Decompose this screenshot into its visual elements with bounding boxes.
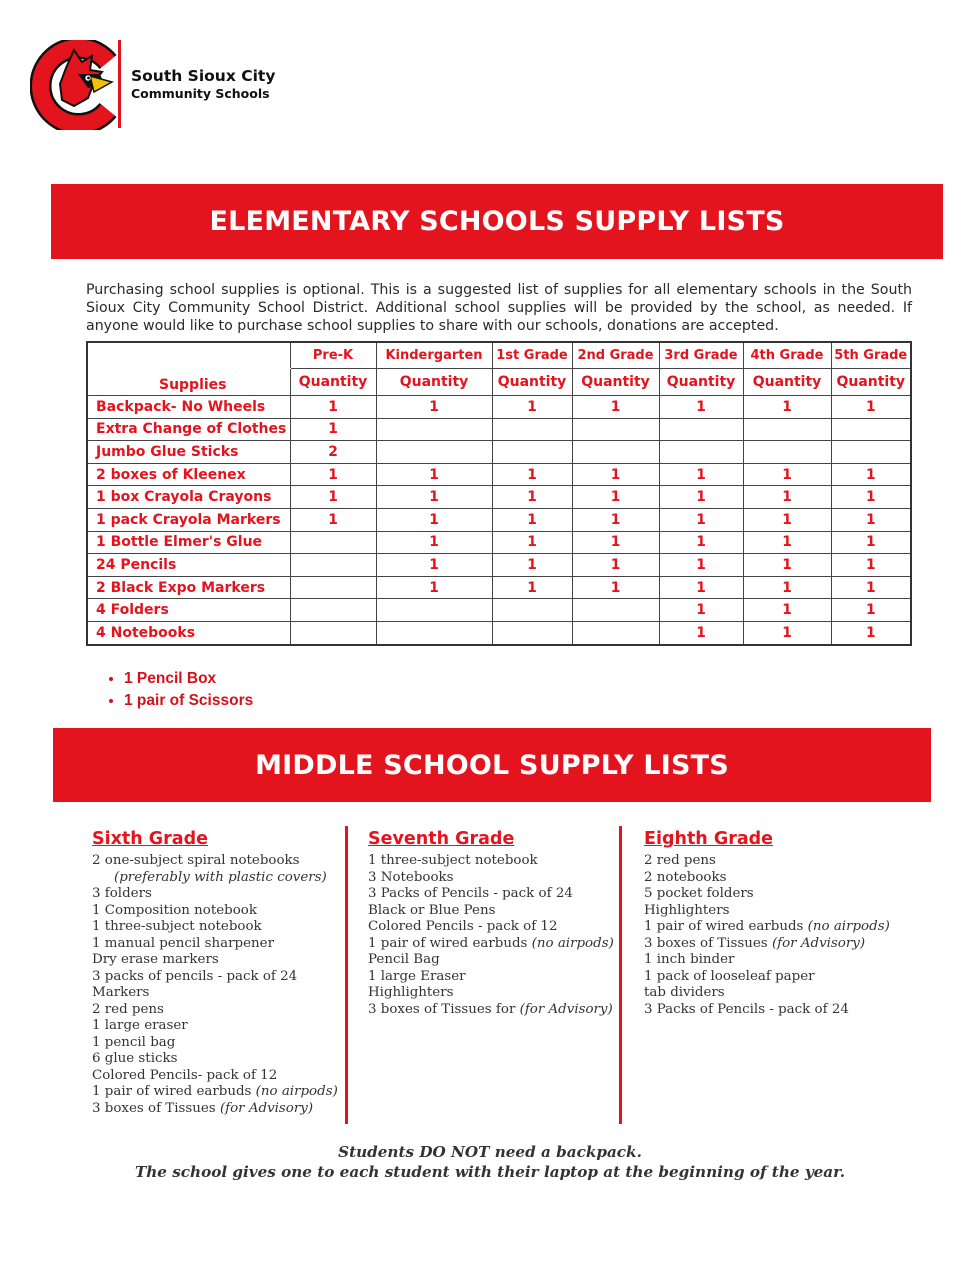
table-row [87,554,911,577]
list-item [644,1002,914,1019]
list-item-text: 1 pair of wired earbuds [92,1084,256,1099]
grade-header: 3rd Grade [659,342,743,369]
table-row [87,418,911,441]
list-item-text: Highlighters [644,902,730,918]
quantity-cell: 1 [743,554,831,577]
quantity-cell: 1 [659,554,743,577]
list-item-text: 6 glue sticks [92,1051,178,1066]
list-item [368,936,618,953]
list-item-note: (no airpods) [255,1084,338,1099]
list-item [368,985,618,1002]
list-item-text: 1 three-subject notebook [92,919,262,934]
quantity-cell: 1 [492,463,572,486]
list-item-text: 1 pair of wired earbuds [644,919,808,934]
quantity-cell: 1 [743,621,831,644]
quantity-header: Quantity [376,369,492,396]
list-item: • 1 pair of Scissors [124,690,253,712]
list-item-note: (for Advisory) [219,1100,314,1116]
quantity-cell: 1 [659,463,743,486]
quantity-cell [659,441,743,464]
quantity-header: Quantity [659,369,743,396]
quantity-cell: 1 [492,576,572,599]
list-item-text: 1 pack of looseleaf paper [644,968,815,984]
quantity-header: Quantity [831,369,911,396]
elementary-supply-table [86,341,912,646]
list-item [368,853,618,870]
quantity-header-row [87,369,911,396]
list-item-text: tab dividers [644,985,725,1000]
quantity-cell: 1 [376,463,492,486]
quantity-cell [492,621,572,644]
supply-item-name: 4 Notebooks [87,621,290,644]
quantity-cell: 1 [831,621,911,644]
list-item [644,870,914,887]
list-item-text: Colored Pencils- pack of 12 [92,1067,278,1083]
quantity-cell: 1 [831,463,911,486]
table-row [87,486,911,509]
quantity-cell [831,441,911,464]
list-item-text: 3 boxes of Tissues [92,1100,220,1116]
quantity-cell [290,576,376,599]
quantity-cell [659,418,743,441]
quantity-cell [572,621,659,644]
quantity-cell [743,418,831,441]
grade-header: 2nd Grade [572,342,659,369]
list-item [92,1051,342,1068]
supply-item-name: 24 Pencils [87,554,290,577]
quantity-cell: 1 [743,599,831,622]
quantity-cell: 1 [290,486,376,509]
middle-banner: MIDDLE SCHOOL SUPPLY LISTS [53,728,931,802]
quantity-cell: 1 [659,531,743,554]
list-item [368,969,618,986]
eighth-grade-column [644,828,914,1018]
quantity-cell: 1 [572,508,659,531]
quantity-cell: 1 [743,508,831,531]
quantity-cell: 1 [492,486,572,509]
list-item [92,1002,342,1019]
list-item [644,985,914,1002]
quantity-cell: 1 [743,486,831,509]
quantity-cell: 1 [572,486,659,509]
quantity-cell [572,418,659,441]
quantity-cell [376,621,492,644]
list-item [92,1084,342,1101]
quantity-cell: 1 [572,576,659,599]
list-item-text: Black or Blue Pens [368,902,496,918]
list-item-text: 3 boxes of Tissues for [368,1001,520,1017]
list-item [92,969,342,986]
quantity-cell: 1 [743,463,831,486]
org-name-line1: South Sioux City [131,67,276,85]
supply-item-name: Extra Change of Clothes [87,418,290,441]
list-item-text: 1 Composition notebook [92,902,257,918]
supply-item-name: 4 Folders [87,599,290,622]
list-item [644,936,914,953]
quantity-cell: 1 [831,599,911,622]
list-item [644,919,914,936]
list-item-text: 3 folders [92,886,152,901]
quantity-cell: 1 [492,554,572,577]
quantity-cell [572,441,659,464]
list-item [368,870,618,887]
sixth-grade-column [92,828,342,1117]
quantity-cell: 1 [492,531,572,554]
grade-header: 5th Grade [831,342,911,369]
table-row [87,508,911,531]
quantity-cell [376,418,492,441]
list-item-text: 1 pair of wired earbuds [368,935,532,951]
supply-item-name: 2 Black Expo Markers [87,576,290,599]
list-item-text: 3 Notebooks [368,869,454,885]
list-item: • 1 Pencil Box [124,668,253,690]
elementary-extras-list [106,668,253,712]
column-divider [345,826,348,1124]
list-item-text: 2 red pens [644,853,716,868]
list-item-text: 1 inch binder [644,952,735,967]
list-item [92,853,342,870]
quantity-cell: 1 [376,396,492,419]
list-item [92,1068,342,1085]
list-item [92,985,342,1002]
list-item-text: 1 large Eraser [368,968,466,984]
list-item [92,1101,342,1118]
quantity-cell: 2 [290,441,376,464]
list-item [92,952,342,969]
quantity-cell [376,441,492,464]
org-name [131,67,275,101]
quantity-header: Quantity [572,369,659,396]
quantity-cell: 1 [659,621,743,644]
supply-item-name: 1 Bottle Elmer's Glue [87,531,290,554]
list-item [92,903,342,920]
grade-header: 4th Grade [743,342,831,369]
quantity-header: Quantity [290,369,376,396]
quantity-cell: 1 [743,396,831,419]
quantity-cell [290,599,376,622]
quantity-cell: 1 [831,554,911,577]
list-item-note: (for Advisory) [519,1001,613,1017]
list-item-note: (for Advisory) [771,935,866,951]
quantity-cell: 1 [290,396,376,419]
list-item-text: 2 red pens [92,1001,164,1017]
elementary-banner: ELEMENTARY SCHOOLS SUPPLY LISTS [51,184,943,259]
table-row [87,531,911,554]
list-item-text: Markers [92,985,150,1000]
eighth-grade-title: Eighth Grade [644,829,774,849]
quantity-cell: 1 [659,599,743,622]
quantity-cell [492,441,572,464]
list-item [92,1018,342,1035]
supply-item-name: Backpack- No Wheels [87,396,290,419]
quantity-cell: 1 [290,463,376,486]
list-item [644,952,914,969]
grade-header-row [87,342,911,369]
quantity-cell: 1 [831,576,911,599]
table-row [87,441,911,464]
supply-item-name: Jumbo Glue Sticks [87,441,290,464]
quantity-cell: 1 [831,531,911,554]
sixth-grade-title: Sixth Grade [92,829,209,849]
quantity-cell: 1 [831,486,911,509]
quantity-cell: 1 [659,396,743,419]
quantity-cell: 1 [572,531,659,554]
quantity-cell: 1 [572,396,659,419]
supplies-header: Supplies [87,369,290,396]
quantity-cell: 1 [743,576,831,599]
list-item-text: Colored Pencils - pack of 12 [368,919,558,934]
quantity-cell: 1 [492,508,572,531]
quantity-header: Quantity [492,369,572,396]
quantity-cell [290,621,376,644]
quantity-cell: 1 [376,486,492,509]
table-row [87,396,911,419]
quantity-cell: 1 [290,418,376,441]
list-item-text: 1 large eraser [92,1018,188,1033]
quantity-cell: 1 [376,554,492,577]
list-item [368,886,618,903]
list-item-text: 2 notebooks [644,869,727,885]
footer-note-line2: The school gives one to each student with their laptop at the beginning of the year. [134,1163,846,1181]
quantity-cell: 1 [659,486,743,509]
org-name-line2: Community Schools [131,85,270,101]
list-item [92,870,342,887]
supply-item-name: 1 box Crayola Crayons [87,486,290,509]
quantity-cell [831,418,911,441]
quantity-cell [572,599,659,622]
quantity-cell [743,441,831,464]
list-item-text: 1 three-subject notebook [368,853,538,868]
list-item-text: 1 pencil bag [92,1034,176,1050]
quantity-cell [290,531,376,554]
grade-header: 1st Grade [492,342,572,369]
list-item [644,903,914,920]
quantity-cell: 1 [376,576,492,599]
list-item-text: 3 boxes of Tissues [644,935,772,951]
list-item [368,903,618,920]
list-item [92,919,342,936]
quantity-cell: 1 [376,531,492,554]
list-item-text: 3 packs of pencils - pack of 24 [92,968,298,984]
list-item-text: (preferably with plastic covers) [114,869,327,885]
footer-note-line1: Students DO NOT need a backpack. [338,1143,642,1161]
quantity-cell: 1 [831,508,911,531]
list-item-text: 2 one-subject spiral notebooks [92,853,300,868]
cardinal-logo-icon [30,40,120,130]
seventh-grade-title: Seventh Grade [368,829,515,849]
column-divider [619,826,622,1124]
list-item-text: 3 Packs of Pencils - pack of 24 [368,886,573,901]
list-item [92,886,342,903]
list-item-note: (no airpods) [531,935,614,951]
quantity-header: Quantity [743,369,831,396]
list-item [644,969,914,986]
table-row [87,621,911,644]
quantity-cell [492,599,572,622]
list-item [92,1035,342,1052]
list-item [644,886,914,903]
list-item [368,1002,618,1019]
quantity-cell: 1 [659,576,743,599]
list-item-text: Pencil Bag [368,952,440,967]
list-item-text: Dry erase markers [92,952,219,967]
quantity-cell: 1 [290,508,376,531]
table-row [87,463,911,486]
quantity-cell: 1 [376,508,492,531]
list-item [368,919,618,936]
list-item-text: 1 manual pencil sharpener [92,935,274,951]
grade-header: Kindergarten [376,342,492,369]
supply-item-name: 1 pack Crayola Markers [87,508,290,531]
grade-header: Pre-K [290,342,376,369]
list-item-note: (no airpods) [807,919,890,934]
list-item [92,936,342,953]
logo-divider [118,40,121,128]
table-row [87,576,911,599]
list-item [644,853,914,870]
quantity-cell: 1 [572,463,659,486]
quantity-cell: 1 [572,554,659,577]
elementary-intro: Purchasing school supplies is optional. This is a suggested list of supplies for all elementary schools in the South Sioux City Community School District. Additional school supplies will be provided by the school, as needed. If anyone would like to purchase school supplies to share with our schools, donations are accepted. [86,282,912,334]
list-item-text: 5 pocket folders [644,886,754,901]
quantity-cell [376,599,492,622]
list-item-text: 3 Packs of Pencils - pack of 24 [644,1001,849,1017]
seventh-grade-column [368,828,618,1018]
quantity-cell: 1 [659,508,743,531]
table-corner-cell [87,342,290,369]
quantity-cell: 1 [743,531,831,554]
quantity-cell: 1 [492,396,572,419]
supply-item-name: 2 boxes of Kleenex [87,463,290,486]
list-item [368,952,618,969]
quantity-cell: 1 [831,396,911,419]
table-row [87,599,911,622]
list-item-text: Highlighters [368,985,454,1000]
quantity-cell [492,418,572,441]
quantity-cell [290,554,376,577]
